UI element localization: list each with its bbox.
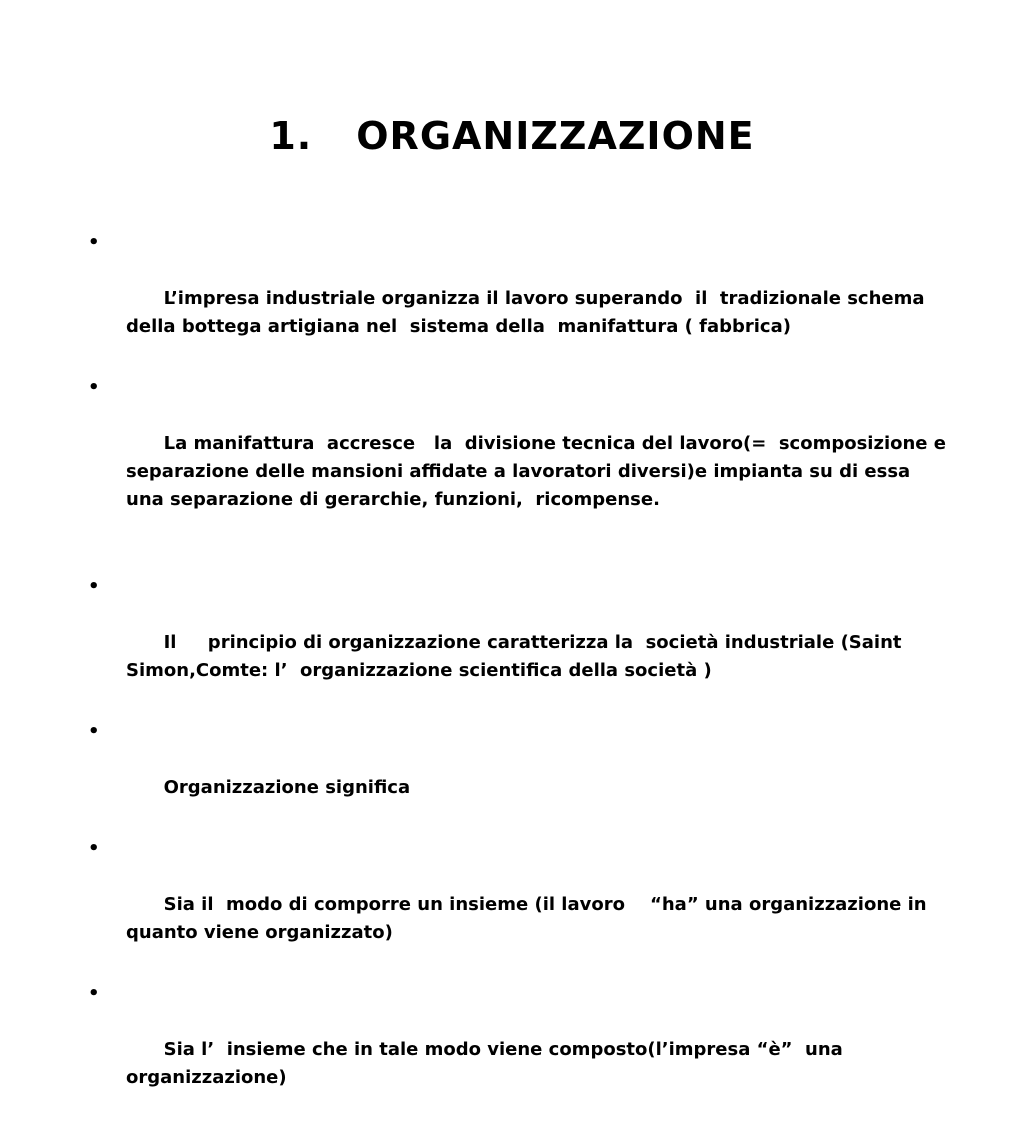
bullet-item: [88, 374, 953, 542]
bullet-list: [88, 229, 953, 1125]
bullet-icon: •: [88, 838, 100, 859]
bullet-text: Sia il modo di comporre un insieme (il lavoro “ha” una organizzazione in quanto viene organizzato): [126, 894, 933, 943]
slide-title: [0, 114, 1024, 158]
bullet-item: [88, 229, 948, 369]
bullet-text: Sia l’ insieme che in tale modo viene composto(l’impresa “è” una organizzazione): [126, 1039, 850, 1088]
bullet-text: L’impresa industriale organizza il lavoro superando il tradizionale schema della bottega artigiana nel sistema della manifattura ( fabbrica): [126, 288, 931, 337]
slide-title-number: 1.: [269, 114, 313, 158]
bullet-icon: •: [88, 721, 100, 742]
bullet-icon: •: [88, 377, 100, 398]
slide-title-text: ORGANIZZAZIONE: [356, 114, 755, 158]
bullet-text: La manifattura accresce la divisione tecnica del lavoro(= scomposizione e separazione delle mansioni affidate a lavoratori diversi)e impianta su di essa una separazione di gerarchie, funzioni, ricompense.: [126, 433, 953, 510]
bullet-item: [88, 718, 948, 830]
bullet-icon: •: [88, 576, 100, 597]
bullet-item: [88, 980, 948, 1120]
bullet-item: [88, 573, 948, 713]
bullet-icon: •: [88, 983, 100, 1004]
bullet-item: [88, 835, 948, 975]
bullet-text: Organizzazione significa: [163, 777, 411, 798]
bullet-icon: •: [88, 232, 100, 253]
bullet-text: Il principio di organizzazione caratterizza la società industriale (Saint Simon,Comte: l’ organizzazione scientifica della società ): [126, 632, 908, 681]
